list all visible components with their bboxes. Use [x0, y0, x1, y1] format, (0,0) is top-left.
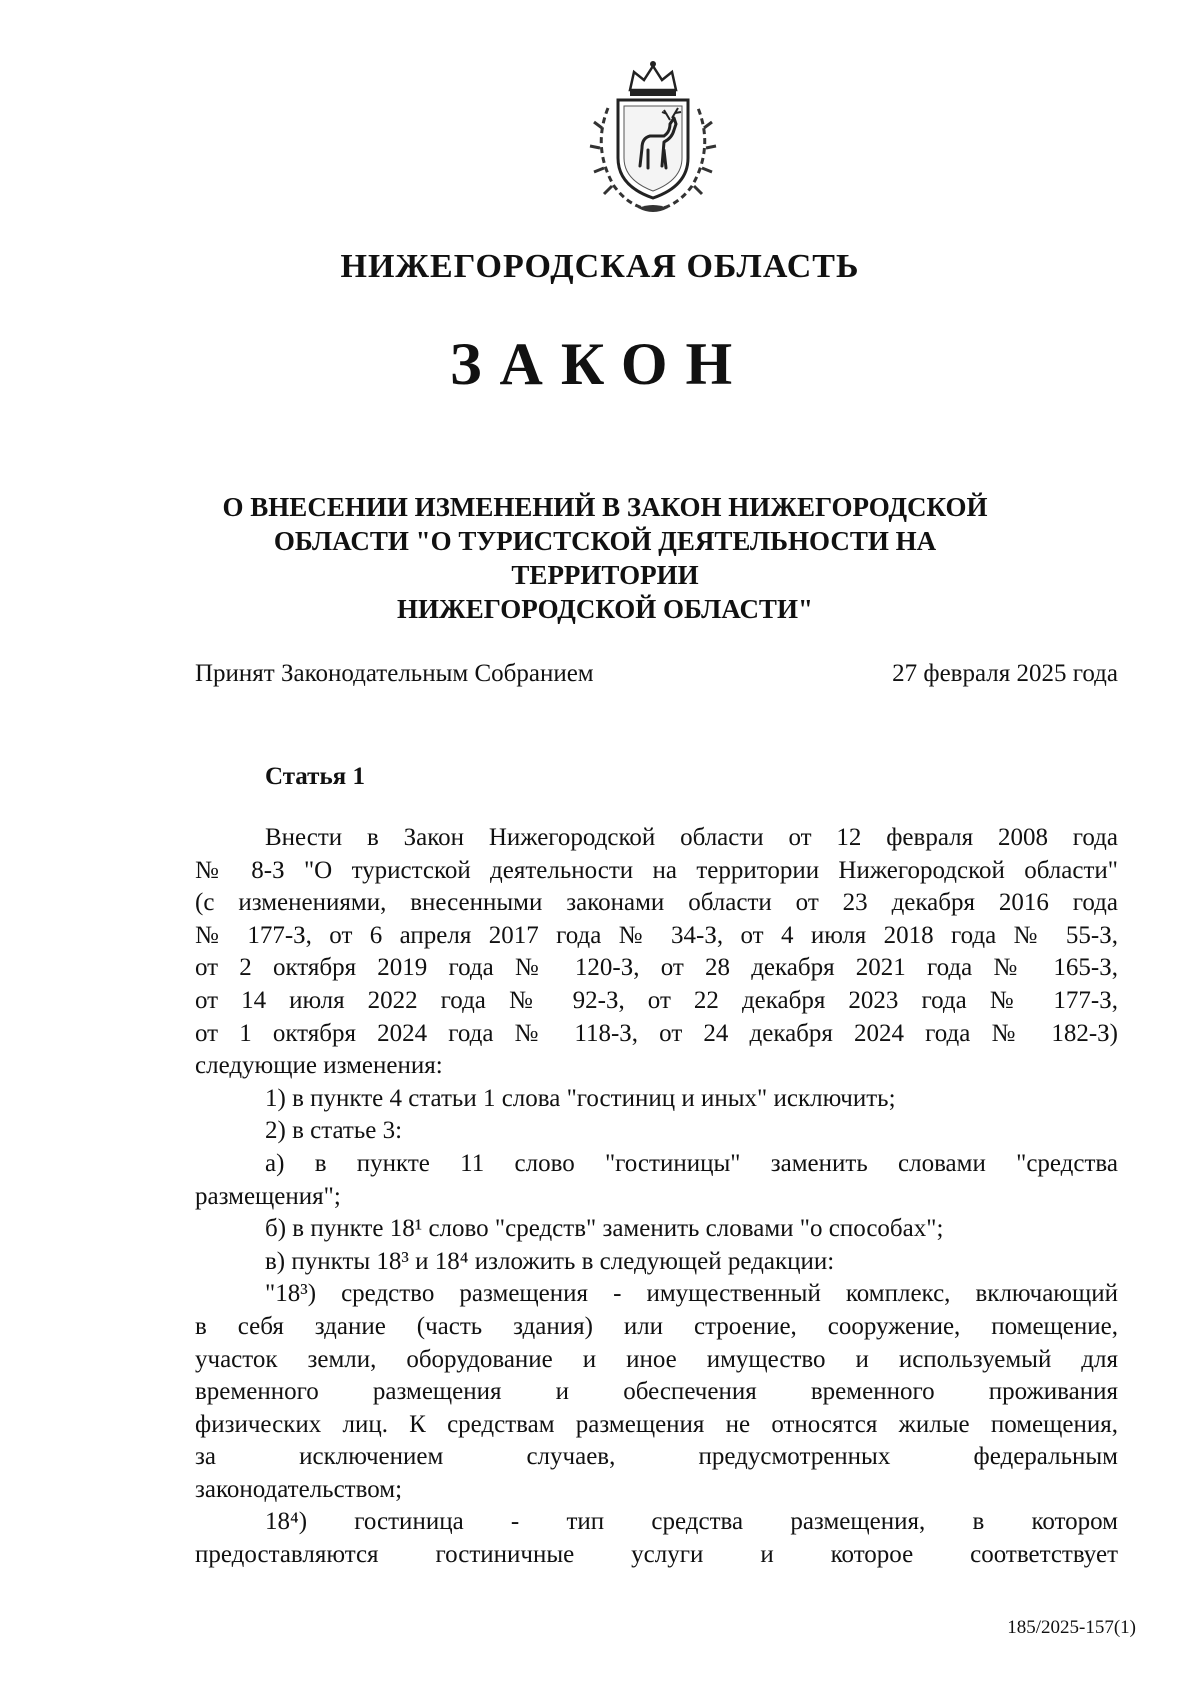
body-line: Внести в Закон Нижегородской области от 12 февраля 2008 года	[265, 824, 1118, 851]
article-body	[195, 822, 1118, 1572]
body-line: следующие изменения:	[195, 1052, 443, 1080]
article-heading: Статья 1	[265, 763, 365, 790]
body-line: законодательством;	[195, 1475, 403, 1503]
body-line: временного размещения и обеспечения временного проживания	[195, 1378, 1118, 1406]
body-line: предоставляются гостиничные услуги и которое соответствует	[195, 1541, 1118, 1569]
adoption-date: 27 февраля 2025 года	[892, 660, 1118, 687]
document-reference-number: 185/2025-157(1)	[1007, 1617, 1136, 1638]
document-type: ЗАКОН	[449, 331, 751, 397]
body-line: в себя здание (часть здания) или строение, сооружение, помещение,	[195, 1312, 1118, 1340]
body-line: от 1 октября 2024 года № 118-З, от 24 декабря 2024 года № 182-З)	[195, 1019, 1118, 1047]
body-line: а) в пункте 11 слово "гостиницы" заменить словами "средства	[265, 1149, 1118, 1177]
body-line: за исключением случаев, предусмотренных федеральным	[195, 1443, 1118, 1471]
body-line: 18⁴) гостиница - тип средства размещения, в котором	[265, 1508, 1118, 1536]
body-line: физических лиц. К средствам размещения не относятся жилые помещения,	[195, 1410, 1118, 1438]
body-line: участок земли, оборудование и иное имущество и используемый для	[195, 1345, 1118, 1373]
body-line: в) пункты 18³ и 18⁴ изложить в следующей редакции:	[265, 1247, 835, 1275]
body-line: 1) в пункте 4 статьи 1 слова "гостиниц и иных" исключить;	[265, 1084, 896, 1112]
body-line: от 14 июля 2022 года № 92-З, от 22 декабря 2023 года № 177-З,	[195, 986, 1118, 1014]
body-line: 2) в статье 3:	[265, 1117, 403, 1145]
body-line: б) в пункте 18¹ слово "средств" заменить словами "о способах";	[265, 1215, 944, 1243]
body-line: "18³) средство размещения - имущественный комплекс, включающий	[265, 1280, 1118, 1308]
title-line: ОБЛАСТИ "О ТУРИСТСКОЙ ДЕЯТЕЛЬНОСТИ НА ТЕРРИТОРИИ	[273, 526, 937, 590]
title-line: НИЖЕГОРОДСКОЙ ОБЛАСТИ"	[397, 594, 813, 624]
title-line: О ВНЕСЕНИИ ИЗМЕНЕНИЙ В ЗАКОН НИЖЕГОРОДСКОЙ	[222, 492, 988, 522]
region-name: НИЖЕГОРОДСКАЯ ОБЛАСТЬ	[340, 248, 860, 285]
body-line: № 8-З "О туристской деятельности на территории Нижегородской области"	[195, 856, 1118, 884]
body-line: № 177-З, от 6 апреля 2017 года № 34-З, от 4 июля 2018 года № 55-З,	[195, 921, 1118, 949]
body-line: размещения";	[195, 1182, 341, 1210]
body-line: от 2 октября 2019 года № 120-З, от 28 декабря 2021 года № 165-З,	[195, 954, 1118, 982]
law-title	[190, 490, 1020, 626]
adoption-statement: Принят Законодательным Собранием	[195, 660, 594, 687]
coat-of-arms-icon	[578, 58, 728, 218]
body-line: (с изменениями, внесенными законами области от 23 декабря 2016 года	[195, 889, 1118, 917]
